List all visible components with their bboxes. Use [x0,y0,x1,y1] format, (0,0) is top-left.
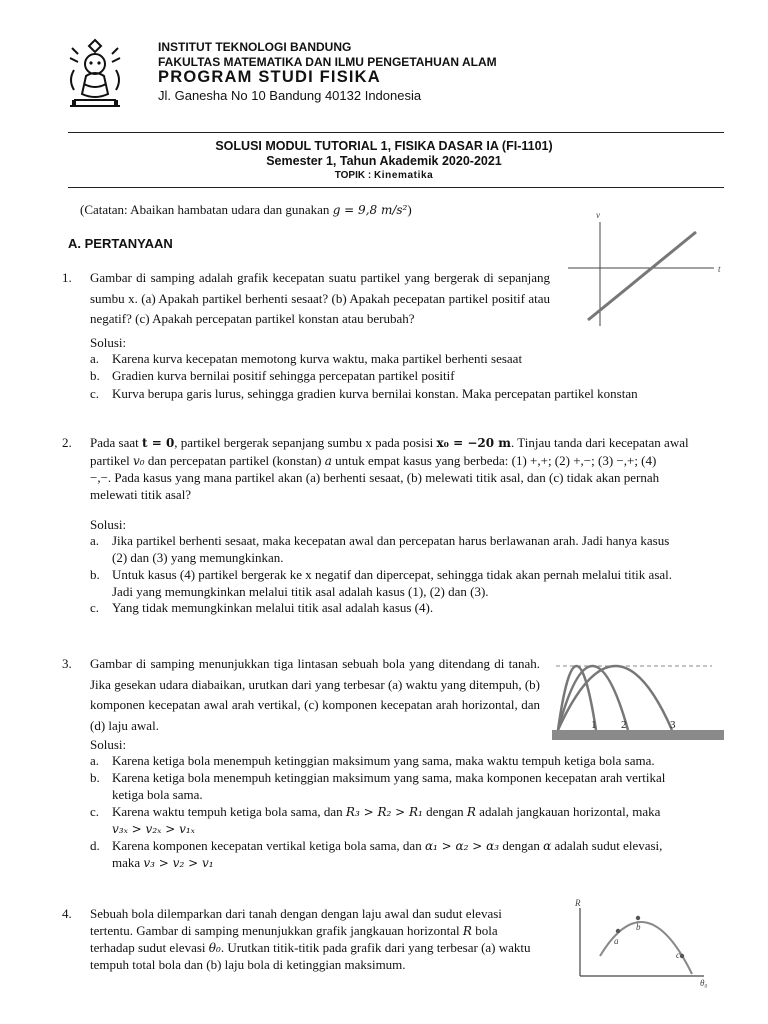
q3-d-answer-1 [112,838,662,854]
q3-c-answer-2 [112,821,195,837]
q1-a-label: a. [90,351,100,366]
q3-solusi: Solusi: [90,737,127,752]
q4-l2-post: bola [471,923,498,938]
q3-d-math-alpha: α₁ > α₂ > α₃ [424,839,500,853]
q3-c-post: adalah jangkauan horizontal, maka [475,804,661,819]
q3-d-mid: dengan [499,838,544,853]
q2-line-4: melewati titik asal? [90,487,192,502]
q2-l2-math-a: a [324,454,332,468]
q3-d-math-v: v₃ > v₂ > v₁ [143,856,214,870]
semester-line: Semester 1, Tahun Akademik 2020-2021 [266,154,502,168]
q3-label-1: 1 [591,719,597,731]
q3-label-3: 3 [670,719,676,731]
q3-ground [552,730,724,740]
q3-trajectories-figure [552,658,724,740]
section-heading: A. PERTANYAAN [68,236,173,251]
faculty-name: FAKULTAS MATEMATIKA DAN ILMU PENGETAHUAN ALAM [158,55,497,69]
q3-c-math-vx: v₃ₓ > v₂ₓ > v₁ₓ [112,822,195,836]
q4-r-label: R [575,898,581,908]
topic-label: TOPIK : [334,170,372,181]
q3-trajectory-3 [558,666,672,730]
q4-point-b [636,916,640,920]
q3-c-math-range: R₃ > R₂ > R₁ [345,805,423,819]
q1-v-label: v [596,210,600,220]
q2-l1-math-x0: x₀ = −20 m [436,436,511,450]
q3-c-mid: dengan [422,804,467,819]
q2-l2-math-v0: v₀ [132,454,145,468]
q3-b-label: b. [90,770,100,785]
q4-point-a [616,929,620,933]
q3-d-pre: Karena komponen kecepatan vertikal ketiga bola sama, dan [112,838,425,853]
q2-c-label: c. [90,600,100,615]
q3-a-label: a. [90,753,100,768]
q4-l2-pre: tertentu. Gambar di samping menunjukkan grafik jangkauan horizontal [90,923,463,938]
q3-d-l2-pre: maka [112,855,144,870]
q2-solusi: Solusi: [90,517,127,532]
q1-text: Gambar di samping adalah grafik kecepatan suatu partikel yang bergerak di sepanjang sumbu x. (a) Apakah partikel berhenti sesaat? (b) Apakah pecepatan partikel positif atau negatif? (c) Apakah percepatan partikel konstan atau berubah? [90,270,550,326]
q2-b-answer-2: Jadi yang memungkinkan melalui titik asal adalah kasus (1), (2) dan (3). [112,584,489,599]
topic-line [0,170,768,181]
q3-c-math-r: R [466,805,476,819]
q3-b-answer-1: Karena ketiga bola menempuh ketinggian maksimum yang sama, maka komponen kecepatan arah vertikal [112,770,666,785]
q3-a-answer: Karena ketiga bola menempuh ketinggian maksimum yang sama, maka waktu tempuh ketiga bola sama. [112,753,655,768]
q1-c-label: c. [90,386,100,401]
q2-line-3: −,−. Pada kasus yang mana partikel akan (a) berhenti sesaat, (b) melewati titik asal, dan (c) tidak akan pernah [90,470,660,485]
q2-l1-pre: Pada saat [90,435,142,450]
q4-number: 4. [62,906,72,921]
q2-b-label: b. [90,567,100,582]
q4-range-curve [600,922,692,974]
q3-text: Gambar di samping menunjukkan tiga lintasan sebuah bola yang ditendang di tanah. Jika gesekan udara diabaikan, urutkan dari yang terbesar (a) waktu yang ditempuh, (b) komponen kecepatan awal arah vertikal, (c) komponen kecepatan arah horizontal, dan (d) laju awal. [90,656,540,733]
q4-line-2 [90,923,498,939]
header-divider-bottom [68,187,724,188]
q4-theta-label: θ₀ [700,978,708,988]
q2-a-answer-1: Jika partikel berhenti sesaat, maka kecepatan awal dan percepatan harus berlawanan arah. Jadi hanya kasus [112,533,670,548]
q3-c-label: c. [90,804,100,819]
itb-ganesha-logo-icon [64,36,126,112]
q2-l1-math-t: t = 0 [141,436,175,450]
q3-b-answer-2: ketiga bola sama. [112,787,203,802]
q4-label-b: b [636,922,641,932]
document-title: SOLUSI MODUL TUTORIAL 1, FISIKA DASAR IA (FI-1101) [215,139,553,153]
q2-a-answer-2: (2) dan (3) yang memungkinkan. [112,550,284,565]
q4-l3-math-theta: θ₀ [208,941,221,955]
q4-l3-post: . Urutkan titik-titik pada grafik dari yang terbesar (a) waktu [220,940,531,955]
q2-a-label: a. [90,533,100,548]
q1-a-answer: Karena kurva kecepatan memotong kurva waktu, maka partikel berhenti sesaat [112,351,523,366]
header-divider-top [68,132,724,133]
note-line [80,202,412,218]
q1-t-label: t [718,264,721,274]
q2-l1-mid: , partikel bergerak sepanjang sumbu x pada posisi [174,435,437,450]
note-prefix: (Catatan: Abaikan hambatan udara dan gunakan [80,202,333,217]
q2-line-1 [90,435,689,451]
topic-value: Kinematika [373,170,434,181]
q2-c-answer: Yang tidak memungkinkan melalui titik asal adalah kasus (4). [112,600,434,615]
q2-line-2 [90,453,656,469]
q3-label-2: 2 [621,719,627,731]
q1-velocity-line [588,232,696,320]
q1-b-answer: Gradien kurva bernilai positif sehingga percepatan partikel positif [112,368,455,383]
q1-number: 1. [62,270,72,285]
institute-name: INSTITUT TEKNOLOGI BANDUNG [158,40,352,54]
q2-number: 2. [62,435,72,450]
q4-label-a: a [614,936,619,946]
address: Jl. Ganesha No 10 Bandung 40132 Indonesia [158,88,422,103]
q3-c-pre: Karena waktu tempuh ketiga bola sama, dan [112,804,346,819]
q1-velocity-graph [568,208,726,332]
q4-l2-math-r: R [462,924,472,938]
q3-d-label: d. [90,838,100,853]
q3-d-math-a: α [543,839,552,853]
q4-range-graph [570,896,720,1018]
q1-b-label: b. [90,368,100,383]
q4-label-c: c [676,950,680,960]
q4-line-4: tempuh total bola dan (b) laju bola di ketinggian maksimum. [90,957,406,972]
q4-line-1: Sebuah bola dilemparkan dari tanah dengan dengan laju awal dan sudut elevasi [90,906,502,921]
note-gravity: g = 9,8 m/s² [332,203,408,217]
q2-b-answer-1: Untuk kasus (4) partikel bergerak ke x negatif dan dipercepat, sehingga tidak akan pernah melalui titik asal. [112,567,673,582]
q3-d-post: adalah sudut elevasi, [551,838,663,853]
q2-l2-pre: partikel [90,453,133,468]
q2-l1-post: . Tinjau tanda dari kecepatan awal [510,435,689,450]
q2-l2-mid: dan percepatan partikel (konstan) [144,453,325,468]
note-suffix: ) [407,202,412,217]
q4-l3-pre: terhadap sudut elevasi [90,940,209,955]
q3-number: 3. [62,656,72,671]
q1-c-answer: Kurva berupa garis lurus, sehingga gradien kurva bernilai konstan. Maka percepatan partikel konstan [112,386,638,401]
q3-d-answer-2 [112,855,214,871]
q2-l2-post: untuk empat kasus yang berbeda: (1) +,+; (2) +,−; (3) −,+; (4) [331,453,657,468]
q4-point-c [680,954,684,958]
program-name: PROGRAM STUDI FISIKA [158,68,381,86]
q3-c-answer-1 [112,804,660,820]
q4-line-3 [90,940,531,956]
q1-solusi: Solusi: [90,335,127,350]
